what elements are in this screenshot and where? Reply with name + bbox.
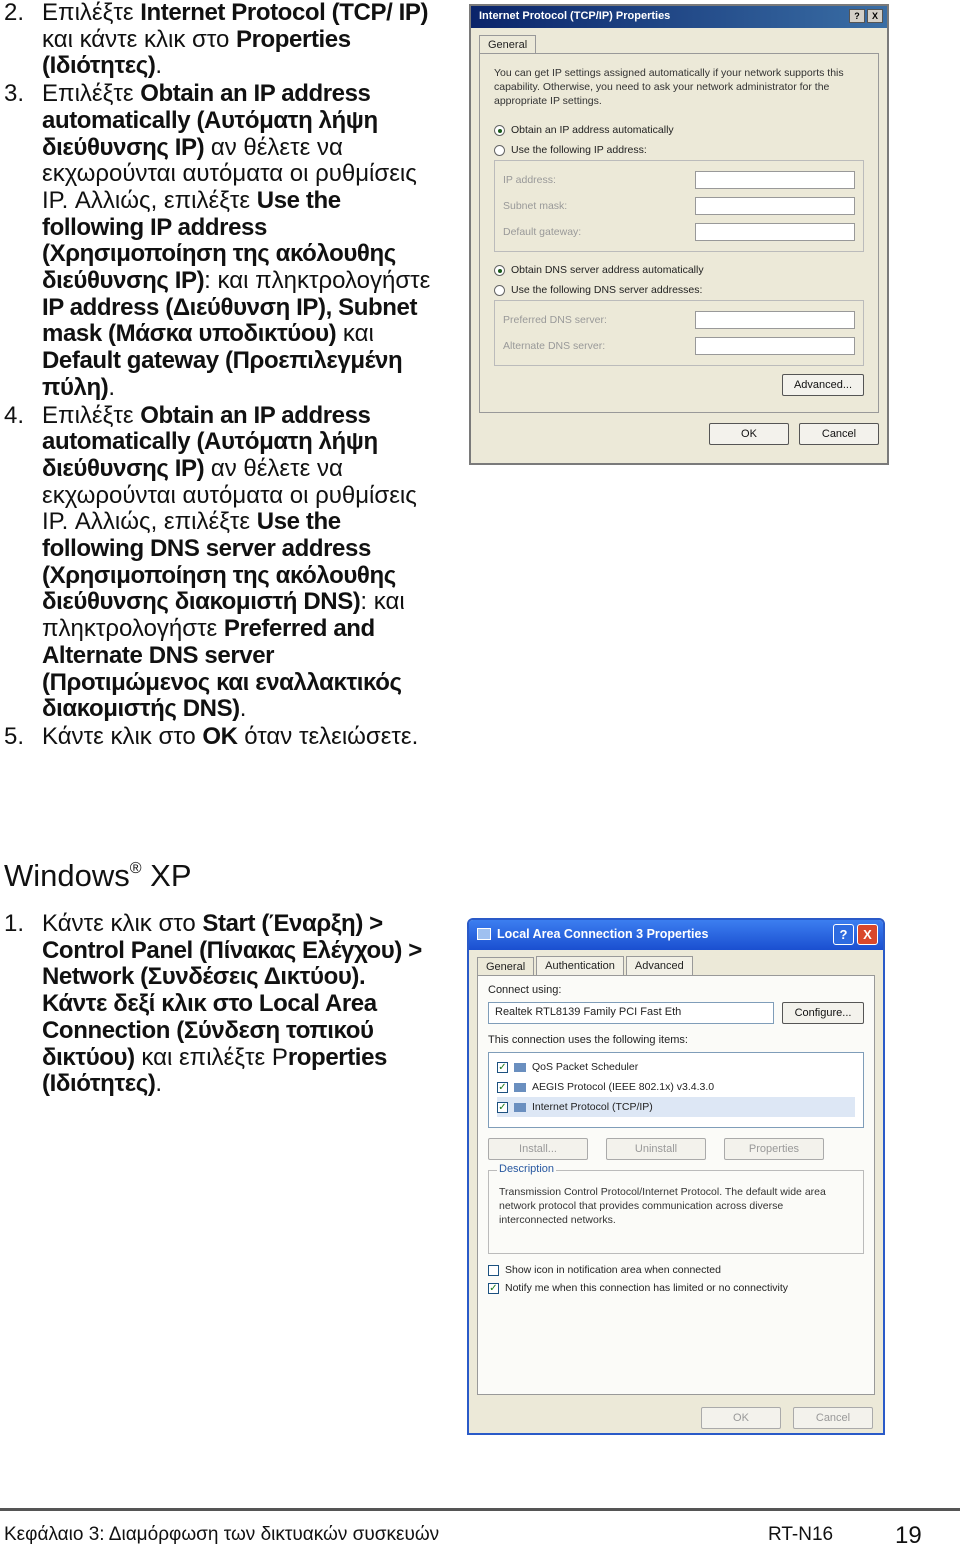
items-label: This connection uses the following items: — [488, 1034, 688, 1046]
list-item[interactable]: ✓ AEGIS Protocol (IEEE 802.1x) v3.4.3.0 — [498, 1081, 715, 1093]
use-dns-option[interactable]: Use the following DNS server addresses: — [494, 284, 864, 296]
dialog-titlebar: Internet Protocol (TCP/IP) Properties ? X — [471, 6, 887, 28]
items-list — [488, 1052, 864, 1128]
ok-button[interactable]: OK — [701, 1407, 781, 1429]
step-number: 2. — [4, 0, 25, 26]
radio-icon — [494, 285, 505, 296]
tab-advanced[interactable]: Advanced — [626, 956, 693, 975]
intro-text: You can get IP settings assigned automatically if your network supports this capability. Otherwise, you need to ask your network administrator for the appropriate IP settings. — [494, 67, 844, 107]
uninstall-button[interactable]: Uninstall — [606, 1138, 706, 1160]
description-group: Description Transmission Control Protocol/Internet Protocol. The default wide area network protocol that provides communication across diverse interconnected networks. — [488, 1170, 864, 1254]
list-item[interactable]: ✓ Internet Protocol (TCP/IP) — [497, 1097, 855, 1117]
checkbox-icon[interactable]: ✓ — [498, 1101, 507, 1113]
ip-address-input[interactable] — [695, 171, 855, 189]
tab-general[interactable]: General — [477, 957, 534, 976]
step-text: Επιλέξτε Obtain an IP address automatically (Αυτόματη λήψη διεύθυνσης IP) αν θέλετε να εκχωρούνται αυτόματα οι ρυθμίσεις IP. Αλλιώς, επιλέξτε Use the following DNS server address (Χρησιμοποίηση της ακόλουθης διεύθυνσης διακομιστή DNS): και πληκτρολογήστε Preferred and Alternate DNS server (Προτιμώμενος και εναλλακτικός διακομιστής DNS). — [42, 401, 417, 723]
page-number: 19 — [895, 1522, 922, 1549]
radio-icon — [494, 125, 505, 136]
footer-divider — [0, 1508, 960, 1511]
obtain-ip-option[interactable]: Obtain an IP address automatically — [494, 124, 864, 136]
tcpip-properties-dialog — [469, 4, 889, 465]
install-button[interactable]: Install... — [488, 1138, 588, 1160]
step-item — [4, 724, 432, 751]
tab-general[interactable]: General — [479, 35, 536, 54]
close-button[interactable]: X — [867, 9, 883, 23]
advanced-button[interactable]: Advanced... — [782, 374, 864, 396]
steps-xp — [4, 911, 432, 1099]
cancel-button[interactable]: Cancel — [799, 423, 879, 445]
step-text: Κάντε κλικ στο Start (Έναρξη) > Control Panel (Πίνακας Ελέγχου) > Network (Συνδέσεις Δικτύου). Κάντε δεξί κλικ στο Local Area Connection (Σύνδεση τοπικού δικτύου) και επιλέξτε Properties (Ιδιότητες). — [42, 910, 422, 1098]
cancel-button[interactable]: Cancel — [793, 1407, 873, 1429]
component-icon — [514, 1063, 526, 1072]
general-panel — [479, 53, 879, 413]
default-gateway-input[interactable] — [695, 223, 855, 241]
ip-fields: IP address: Subnet mask: Default gateway: — [494, 160, 864, 252]
step-text: Επιλέξτε Internet Protocol (TCP/ IP) και κάντε κλικ στο Properties (Ιδιότητες). — [42, 0, 429, 80]
radio-icon — [494, 145, 505, 156]
properties-button[interactable]: Properties — [724, 1138, 824, 1160]
checkbox-icon[interactable] — [488, 1265, 499, 1276]
obtain-dns-option[interactable]: Obtain DNS server address automatically — [494, 264, 864, 276]
description-text: Transmission Control Protocol/Internet Protocol. The default wide area network protocol that provides communication across diverse interconnected networks. — [499, 1186, 826, 1226]
step-item — [4, 911, 432, 1098]
list-item[interactable]: ✓ QoS Packet Scheduler — [498, 1061, 639, 1073]
step-text: Επιλέξτε Obtain an IP address automatically (Αυτόματη λήψη διεύθυνσης IP) αν θέλετε να εκχωρούνται αυτόματα οι ρυθμίσεις IP. Αλλιώς, επιλέξτε Use the following IP address (Χρησιμοποίηση της ακόλουθης διεύθυνσης IP): και πληκτρολογήστε IP address (Διεύθυνση IP), Subnet mask (Μάσκα υποδικτύου) και Default gateway (Προεπιλεγμένη πύλη). — [42, 80, 431, 401]
checkbox-icon[interactable]: ✓ — [498, 1081, 507, 1093]
step-text: Κάντε κλικ στο OK όταν τελειώσετε. — [42, 722, 419, 750]
step-number: 5. — [4, 722, 25, 750]
component-icon — [514, 1083, 526, 1092]
checkbox-icon[interactable]: ✓ — [498, 1061, 507, 1073]
step-item — [4, 403, 432, 723]
step-item — [4, 81, 432, 401]
lan-properties-dialog — [467, 918, 885, 1435]
dns-fields: Preferred DNS server: Alternate DNS server: — [494, 300, 864, 366]
ok-button[interactable]: OK — [709, 423, 789, 445]
subnet-mask-input[interactable] — [695, 197, 855, 215]
notify-option[interactable]: ✓ Notify me when this connection has limited or no connectivity — [489, 1282, 789, 1294]
show-icon-option[interactable]: Show icon in notification area when connected — [488, 1264, 864, 1276]
component-icon — [514, 1103, 526, 1112]
steps-top — [4, 0, 432, 752]
section-heading: Windows® XP — [4, 858, 192, 893]
dialog-titlebar: Local Area Connection 3 Properties ? X — [469, 920, 883, 950]
network-icon — [477, 928, 491, 940]
general-panel — [477, 975, 875, 1395]
preferred-dns-input[interactable] — [695, 311, 855, 329]
step-item — [4, 0, 432, 80]
footer-model: RT-N16 — [768, 1524, 834, 1545]
checkbox-icon[interactable]: ✓ — [489, 1282, 498, 1294]
adapter-name: Realtek RTL8139 Family PCI Fast Eth — [488, 1002, 774, 1024]
step-number: 3. — [4, 80, 25, 108]
close-button[interactable]: X — [857, 924, 878, 945]
connect-using-label: Connect using: — [488, 984, 562, 996]
step-number: 1. — [4, 910, 25, 937]
use-ip-option[interactable]: Use the following IP address: — [494, 144, 864, 156]
help-button[interactable]: ? — [833, 924, 854, 945]
configure-button[interactable]: Configure... — [782, 1002, 864, 1024]
help-button[interactable]: ? — [849, 9, 865, 23]
step-number: 4. — [4, 401, 25, 429]
radio-icon — [494, 265, 505, 276]
tab-authentication[interactable]: Authentication — [536, 956, 624, 975]
footer-chapter: Κεφάλαιο 3: Διαμόρφωση των δικτυακών συσκευών — [4, 1524, 440, 1545]
alternate-dns-input[interactable] — [695, 337, 855, 355]
